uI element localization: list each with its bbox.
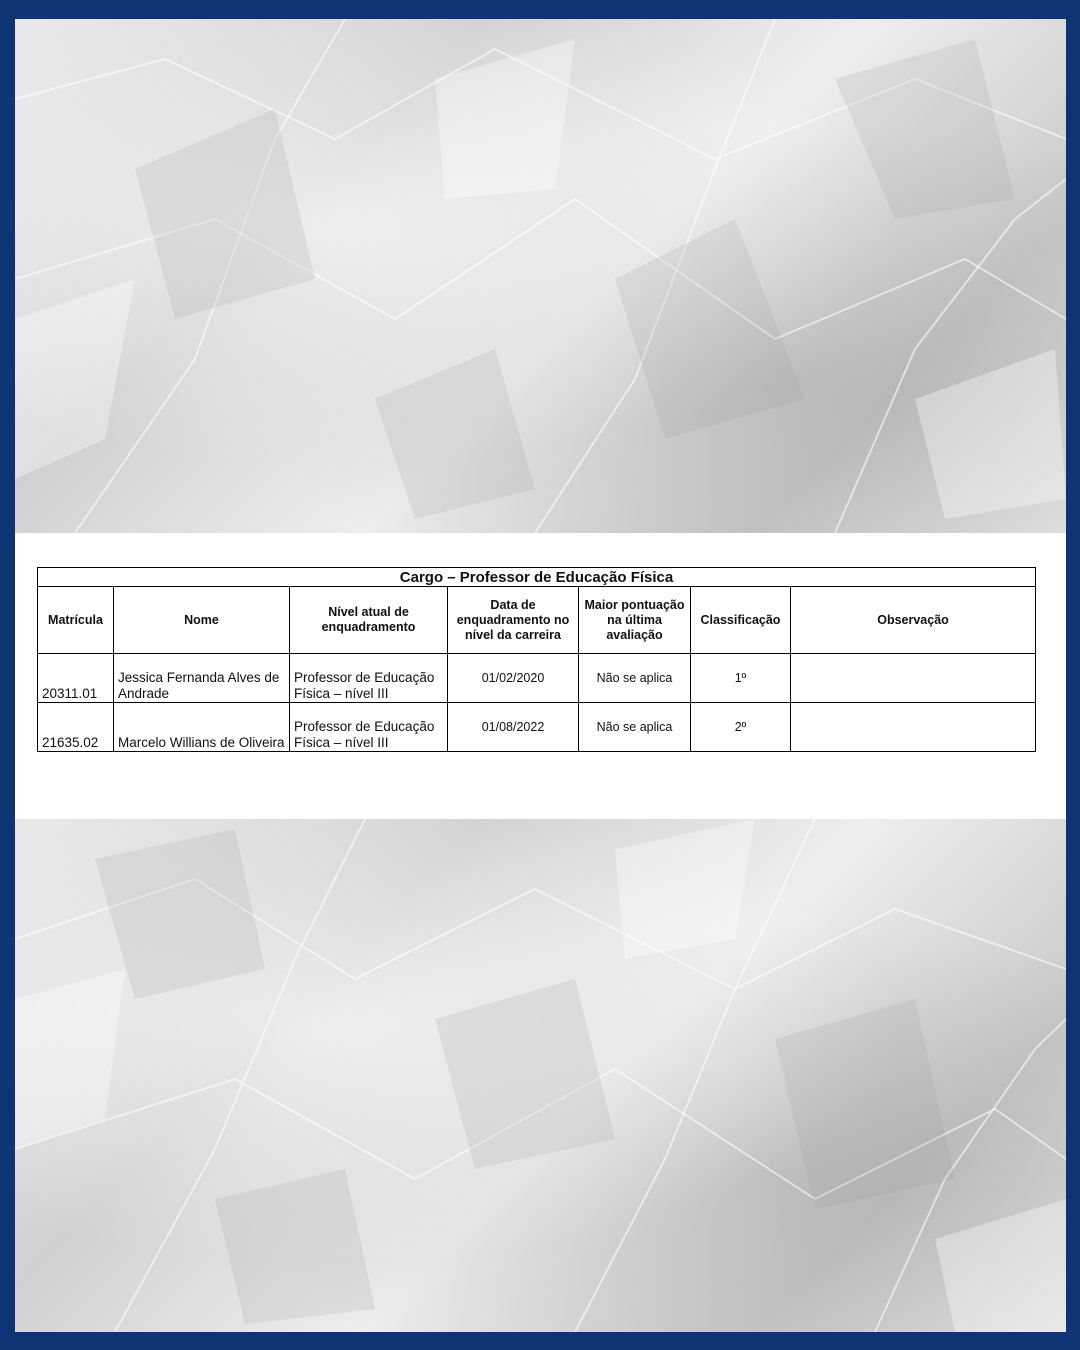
cell-matricula: 21635.02 bbox=[38, 703, 114, 752]
cell-nivel: Professor de Educação Física – nível III bbox=[290, 654, 448, 703]
cell-data: 01/02/2020 bbox=[448, 654, 579, 703]
classification-table bbox=[37, 567, 1036, 752]
paper-crease-pattern-top bbox=[15, 19, 1066, 533]
header-observacao: Observação bbox=[791, 587, 1036, 654]
paper-crease-pattern-bottom bbox=[15, 819, 1066, 1332]
header-classificacao: Classificação bbox=[691, 587, 791, 654]
cell-classificacao: 1º bbox=[691, 654, 791, 703]
table-title: Cargo – Professor de Educação Física bbox=[38, 568, 1036, 587]
cell-nome: Jessica Fernanda Alves de Andrade bbox=[114, 654, 290, 703]
document-table-section bbox=[37, 567, 1035, 752]
cell-pontuacao: Não se aplica bbox=[579, 703, 691, 752]
header-pontuacao: Maior pontuação na última avaliação bbox=[579, 587, 691, 654]
header-nivel: Nível atual de enquadramento bbox=[290, 587, 448, 654]
cell-pontuacao: Não se aplica bbox=[579, 654, 691, 703]
header-matricula: Matrícula bbox=[38, 587, 114, 654]
cell-data: 01/08/2022 bbox=[448, 703, 579, 752]
cell-observacao bbox=[791, 654, 1036, 703]
table-row bbox=[38, 654, 1036, 703]
page-frame bbox=[15, 19, 1066, 1332]
header-nome: Nome bbox=[114, 587, 290, 654]
crumpled-paper-background-bottom bbox=[15, 819, 1066, 1332]
crumpled-paper-background-top bbox=[15, 19, 1066, 533]
cell-matricula: 20311.01 bbox=[38, 654, 114, 703]
cell-classificacao: 2º bbox=[691, 703, 791, 752]
cell-nome: Marcelo Willians de Oliveira bbox=[114, 703, 290, 752]
header-data: Data de enquadramento no nível da carreira bbox=[448, 587, 579, 654]
cell-observacao bbox=[791, 703, 1036, 752]
cell-nivel: Professor de Educação Física – nível III bbox=[290, 703, 448, 752]
table-header-row bbox=[38, 587, 1036, 654]
table-title-row bbox=[38, 568, 1036, 587]
table-row bbox=[38, 703, 1036, 752]
